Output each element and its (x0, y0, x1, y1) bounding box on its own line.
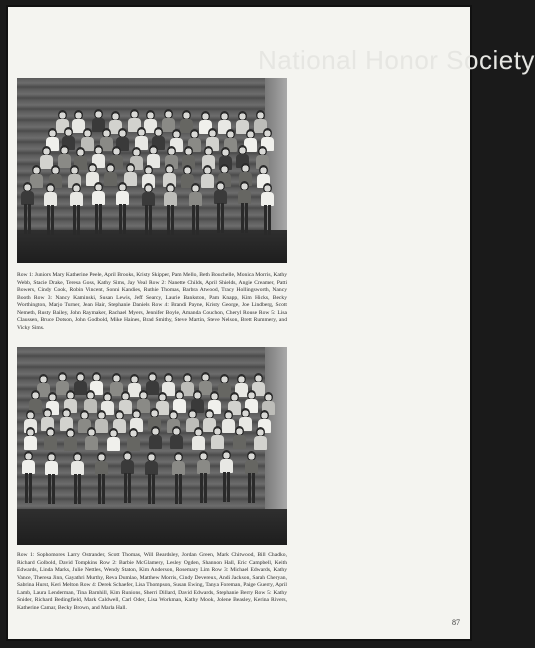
student-body (71, 461, 84, 475)
student-body (22, 460, 35, 474)
student-legs (24, 204, 31, 234)
student-body (222, 419, 235, 433)
student-legs (148, 474, 155, 504)
caption-juniors: Row 1: Juniors Mary Katherine Peele, April Brooks, Kristy Skipper, Pam Mello, Beth Bouchelle, Monica Morris, Kathy Webb, Stacie Drake, Teresa Goss, Kathy Sims, Jay Veal Row 2: Nanette Childs, April Shields, Angie Creamer, Patti Bowers, Cindy Cook, Robin Vincent, Sonni Kandies, Ruthie Thomas, Barbra Atwood, Tracy Hollingsworth, Nancy Booth Row 3: Nancy Kaminski, Susan Lewis, Jeff Searcy, Laurie Bankston, Pam Knapp, Kim Hicks, Becky Worthington, Marjo Turner, Jean Hair, Stephanie Daniels Row 4: Brandi Payne, Kristy George, Joe Lindberg, Scott Nemeth, Rusty Bailey, John Raymaker, Rachael Myers, Jennifer Boyle, Amanda Couchon, Cheryl Rouse Row 5: Lisa Claussen, Bruce Dotson, John Godbold, Mike Haines, Brad Smithy, Steve Martin, Steve Nelson, Brett Rummery, and Vicky Sims. (17, 272, 287, 331)
student-body (45, 461, 58, 475)
student-legs (98, 474, 105, 504)
student-body (64, 437, 77, 451)
student-legs (248, 473, 255, 503)
student-body (70, 192, 83, 206)
student-body (245, 460, 258, 474)
group-photo-sophomores (17, 347, 287, 545)
student-body (142, 192, 155, 206)
student-legs (48, 474, 55, 504)
student-body (149, 435, 162, 449)
student-body (44, 192, 57, 206)
student-legs (95, 204, 102, 234)
student-body (116, 191, 129, 205)
student-body (233, 435, 246, 449)
student-legs (74, 474, 81, 504)
student-legs (217, 203, 224, 233)
student-body (58, 154, 71, 168)
student-legs (200, 473, 207, 503)
student-legs (192, 205, 199, 235)
student-body (121, 460, 134, 474)
student-body (201, 174, 214, 188)
student-body (107, 437, 120, 451)
gym-floor (17, 230, 287, 263)
student-body (220, 459, 233, 473)
student-body (214, 190, 227, 204)
student-legs (223, 472, 230, 502)
student-legs (241, 203, 248, 233)
student-body (85, 436, 98, 450)
student-legs (175, 474, 182, 504)
student-body (172, 461, 185, 475)
student-legs (264, 205, 271, 235)
student-body (170, 435, 183, 449)
student-body (189, 192, 202, 206)
group-photo-juniors (17, 78, 287, 263)
student-legs (124, 473, 131, 503)
student-body (127, 437, 140, 451)
student-body (44, 436, 57, 450)
student-body (211, 435, 224, 449)
student-body (24, 436, 37, 450)
student-body (21, 191, 34, 205)
student-legs (167, 205, 174, 235)
page-number: 87 (452, 618, 460, 627)
student-legs (145, 205, 152, 235)
student-body (197, 460, 210, 474)
student-body (146, 381, 159, 395)
student-body (164, 192, 177, 206)
student-body (95, 461, 108, 475)
student-body (30, 174, 43, 188)
student-body (104, 172, 117, 186)
student-body (74, 381, 87, 395)
student-body (192, 436, 205, 450)
yearbook-page (6, 5, 535, 641)
student-body (261, 192, 274, 206)
student-legs (47, 205, 54, 235)
student-body (95, 419, 108, 433)
caption-sophomores: Row 1: Sophomores Larry Ostrander, Scott Thomas, Will Beardsley, Jordan Green, Mark Chitwood, Bill Chadko, Richard Golbold, David Tompkins Row 2: Barbie McGlamery, Lesley Ogden, Shannon Hall, Eric Campbell, Keith Edwards, Linda Marks, Julie Nettles, Wendy Staton, Kim Anderson, Rosemary Lim Row 3: Michael Edwards, Kathy Vance, Theresa Jinn, Gayathri Murthy, Reva Dumlao, Matthew Morris, Cindy Devereux, Andi Jackson, Sarah Cheryan, Sabrina Hurst, Keri Melton Row 4: Derek Schaefer, Lisa Thompson, Susan Ewing, Tanya Foreman, Paige Guerry, April Lamb, Laura Lenderman, Tina Barnhill, Kim Runions, Sherri Dillard, David Edwards, Stephanie Berry Row 5: Kathy Snider, Richard Bedingfield, Mark Caldwell, Carl Oder, Lisa Workman, Kathy Mook, Jolene Beasley, Kerina Rivers, Katherine Camar, Becky Brown, and Marla Hall. (17, 552, 287, 611)
student-body (145, 461, 158, 475)
student-body (254, 436, 267, 450)
student-legs (119, 204, 126, 234)
background-title: National Honor Society (258, 45, 535, 75)
gym-floor (17, 509, 287, 545)
student-legs (25, 473, 32, 503)
student-body (92, 191, 105, 205)
student-body (238, 190, 251, 204)
student-legs (73, 205, 80, 235)
